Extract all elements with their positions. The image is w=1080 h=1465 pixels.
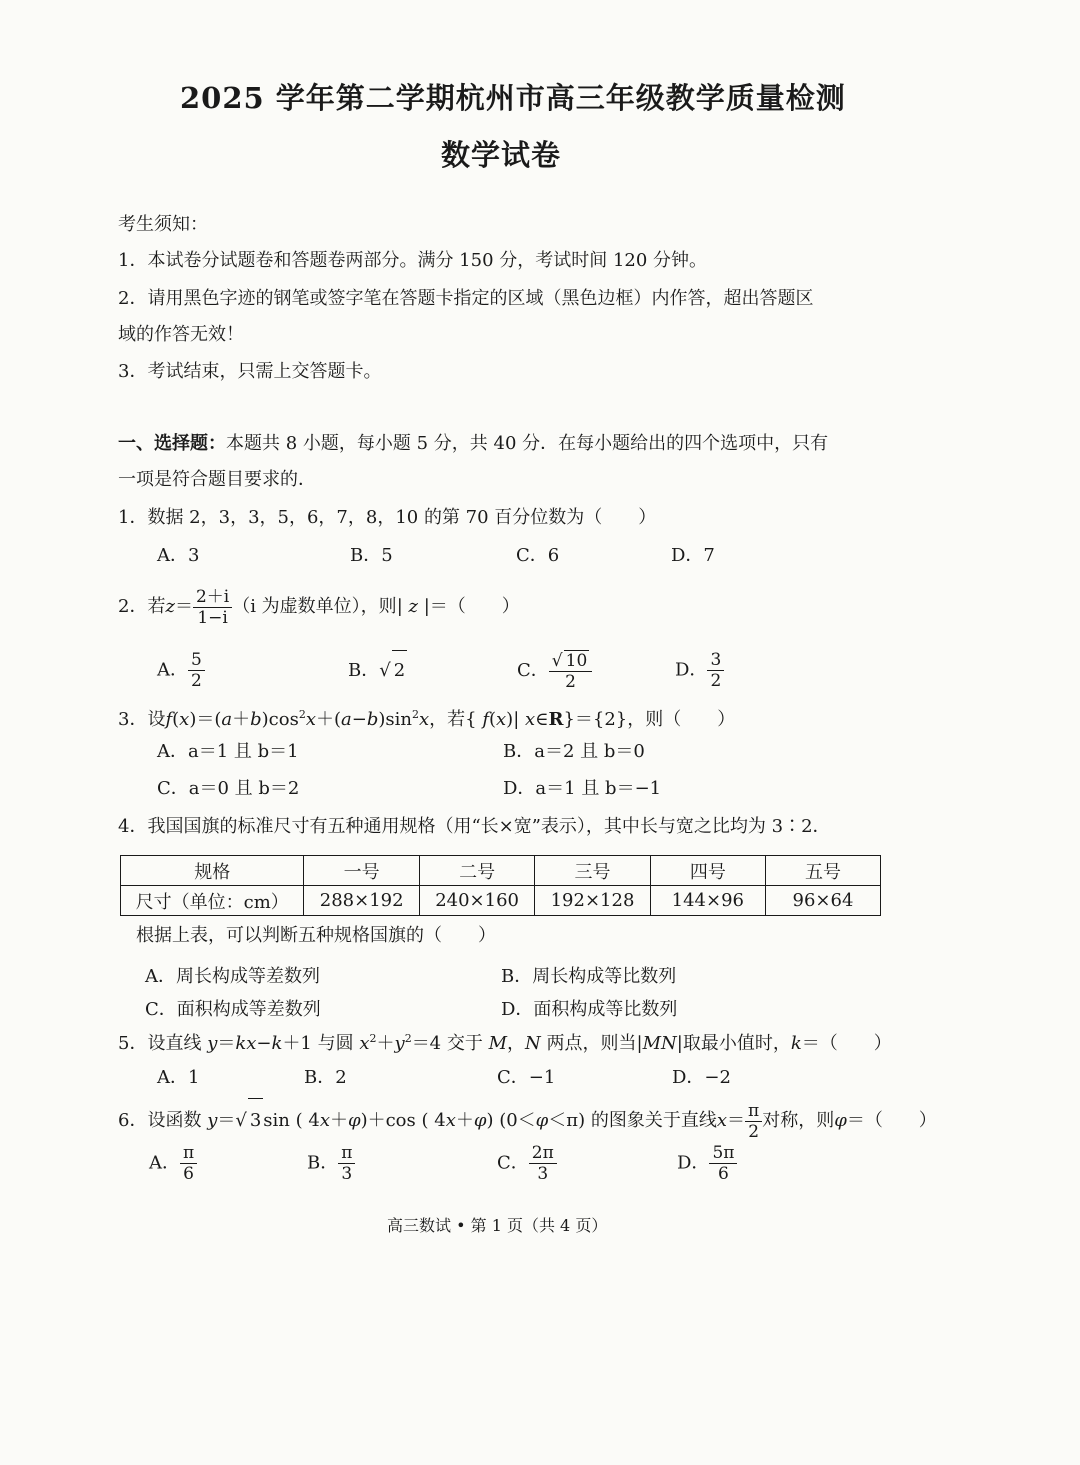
- q2-num: 2．若: [118, 596, 166, 617]
- q5-stem: 5．设直线 y＝kx−k＋1 与圆 $x^2+y^2=4$ 交于 M，N 两点，则当|MN|取最小值时，k＝（ ）: [118, 1032, 892, 1054]
- q2-tail: （i 为虚数单位），则: [232, 596, 397, 617]
- q5-option-a: A．1: [157, 1067, 200, 1088]
- notice-heading: 考生须知：: [118, 214, 208, 235]
- q5-option-b: B．2: [304, 1067, 347, 1088]
- notice-item-2-line2: 域的作答无效！: [118, 324, 244, 345]
- q2-fraction: $\frac{2+i}{1-i}$: [193, 587, 232, 628]
- q3-option-d: D．a＝1 且 b＝−1: [503, 778, 662, 799]
- notice-item-2-line1: 2．请用黑色字迹的钢笔或签字笔在答题卡指定的区域（黑色边框）内作答，超出答题区: [118, 288, 814, 309]
- section-label: 一、选择题：: [118, 433, 226, 454]
- q2-option-d: D． $\frac{3}{2}$: [675, 650, 724, 691]
- q1-option-c: C．6: [516, 545, 560, 566]
- q4-option-a: A．周长构成等差数列: [145, 966, 320, 987]
- section-desc-line1: 本题共 8 小题，每小题 5 分，共 40 分．在每小题给出的四个选项中，只有: [226, 433, 829, 454]
- table-header-cell: 规格: [121, 856, 304, 886]
- q1-option-b: B．5: [350, 545, 393, 566]
- q2-option-c: C． $\frac{√ 10}{2}$: [517, 650, 592, 692]
- table-header-cell: 一号: [304, 856, 419, 886]
- q3-option-b: B．a＝2 且 b＝0: [503, 741, 645, 762]
- section-desc-line2: 一项是符合题目要求的．: [118, 469, 316, 490]
- exam-subtitle: 数学试卷: [441, 138, 562, 172]
- q1-option-a: A．3: [157, 545, 200, 566]
- table-cell: 288×192: [304, 886, 419, 916]
- q4-follow: 根据上表，可以判断五种规格国旗的（ ）: [136, 925, 496, 946]
- table-header-cell: 五号: [765, 856, 880, 886]
- notice-item-3: 3．考试结束，只需上交答题卡。: [118, 361, 382, 382]
- table-header-cell: 二号: [419, 856, 534, 886]
- q5-option-d: D．−2: [672, 1067, 731, 1088]
- q2-stem: 2．若z＝ $\frac{2+i}{1-i}$ （i 为虚数单位），则| z |＝（ ）: [118, 586, 520, 628]
- table-cell: 192×128: [535, 886, 650, 916]
- table-cell: 96×64: [765, 886, 880, 916]
- section-intro: [118, 432, 828, 456]
- table-cell: 尺寸（单位：cm）: [121, 886, 304, 916]
- q6-option-d: D． $\frac{5\pi}{6}$: [677, 1143, 737, 1184]
- q3-option-a: A．a＝1 且 b＝1: [157, 741, 299, 762]
- q3-option-c: C．a＝0 且 b＝2: [157, 778, 300, 799]
- q5-option-c: C．−1: [497, 1067, 556, 1088]
- table-cell: 240×160: [419, 886, 534, 916]
- table-cell: 144×96: [650, 886, 765, 916]
- q4-stem: 4．我国国旗的标准尺寸有五种通用规格（用“长×宽”表示），其中长与宽之比均为 3∶2．: [118, 816, 831, 837]
- page-footer: 高三数试 • 第 1 页（共 4 页）: [387, 1216, 608, 1235]
- q6-option-c: C． $\frac{2\pi}{3}$: [497, 1143, 557, 1184]
- q3-stem: 3．设$f(x)=(a+b)\cos^2x+(a-b)\sin^2x$，若{ f(x)| x∈R}＝{2}，则（ ）: [118, 708, 736, 730]
- q6-option-a: A． $\frac{\pi}{6}$: [149, 1143, 197, 1184]
- q2-option-b: B．√ 2: [348, 650, 407, 691]
- q4-option-b: B．周长构成等比数列: [501, 966, 677, 987]
- q1-option-d: D．7: [671, 545, 715, 566]
- q1-stem: 1．数据 2，3，3，5，6，7，8，10 的第 70 百分位数为（ ）: [118, 507, 657, 528]
- table-header-cell: 四号: [650, 856, 765, 886]
- q6-stem: 6．设函数 y＝√ 3 sin ( 4x＋φ)＋cos ( 4x＋φ) (0＜φ＜π) 的图象关于直线x＝ $\frac{\pi}{2}$ 对称，则φ＝（ ）: [118, 1098, 937, 1143]
- notice-item-1: 1．本试卷分试题卷和答题卷两部分。满分 150 分，考试时间 120 分钟。: [118, 250, 708, 271]
- q6-option-b: B． $\frac{\pi}{3}$: [307, 1143, 355, 1184]
- q2-option-a: A． $\frac{5}{2}$: [157, 650, 205, 691]
- table-header-cell: 三号: [535, 856, 650, 886]
- table-header-row: [121, 856, 881, 886]
- exam-title: 2025 学年第二学期杭州市高三年级教学质量检测: [180, 81, 846, 115]
- flag-size-table: [120, 855, 881, 916]
- q4-option-c: C．面积构成等差数列: [145, 999, 321, 1020]
- q4-option-d: D．面积构成等比数列: [501, 999, 678, 1020]
- table-row: [121, 886, 881, 916]
